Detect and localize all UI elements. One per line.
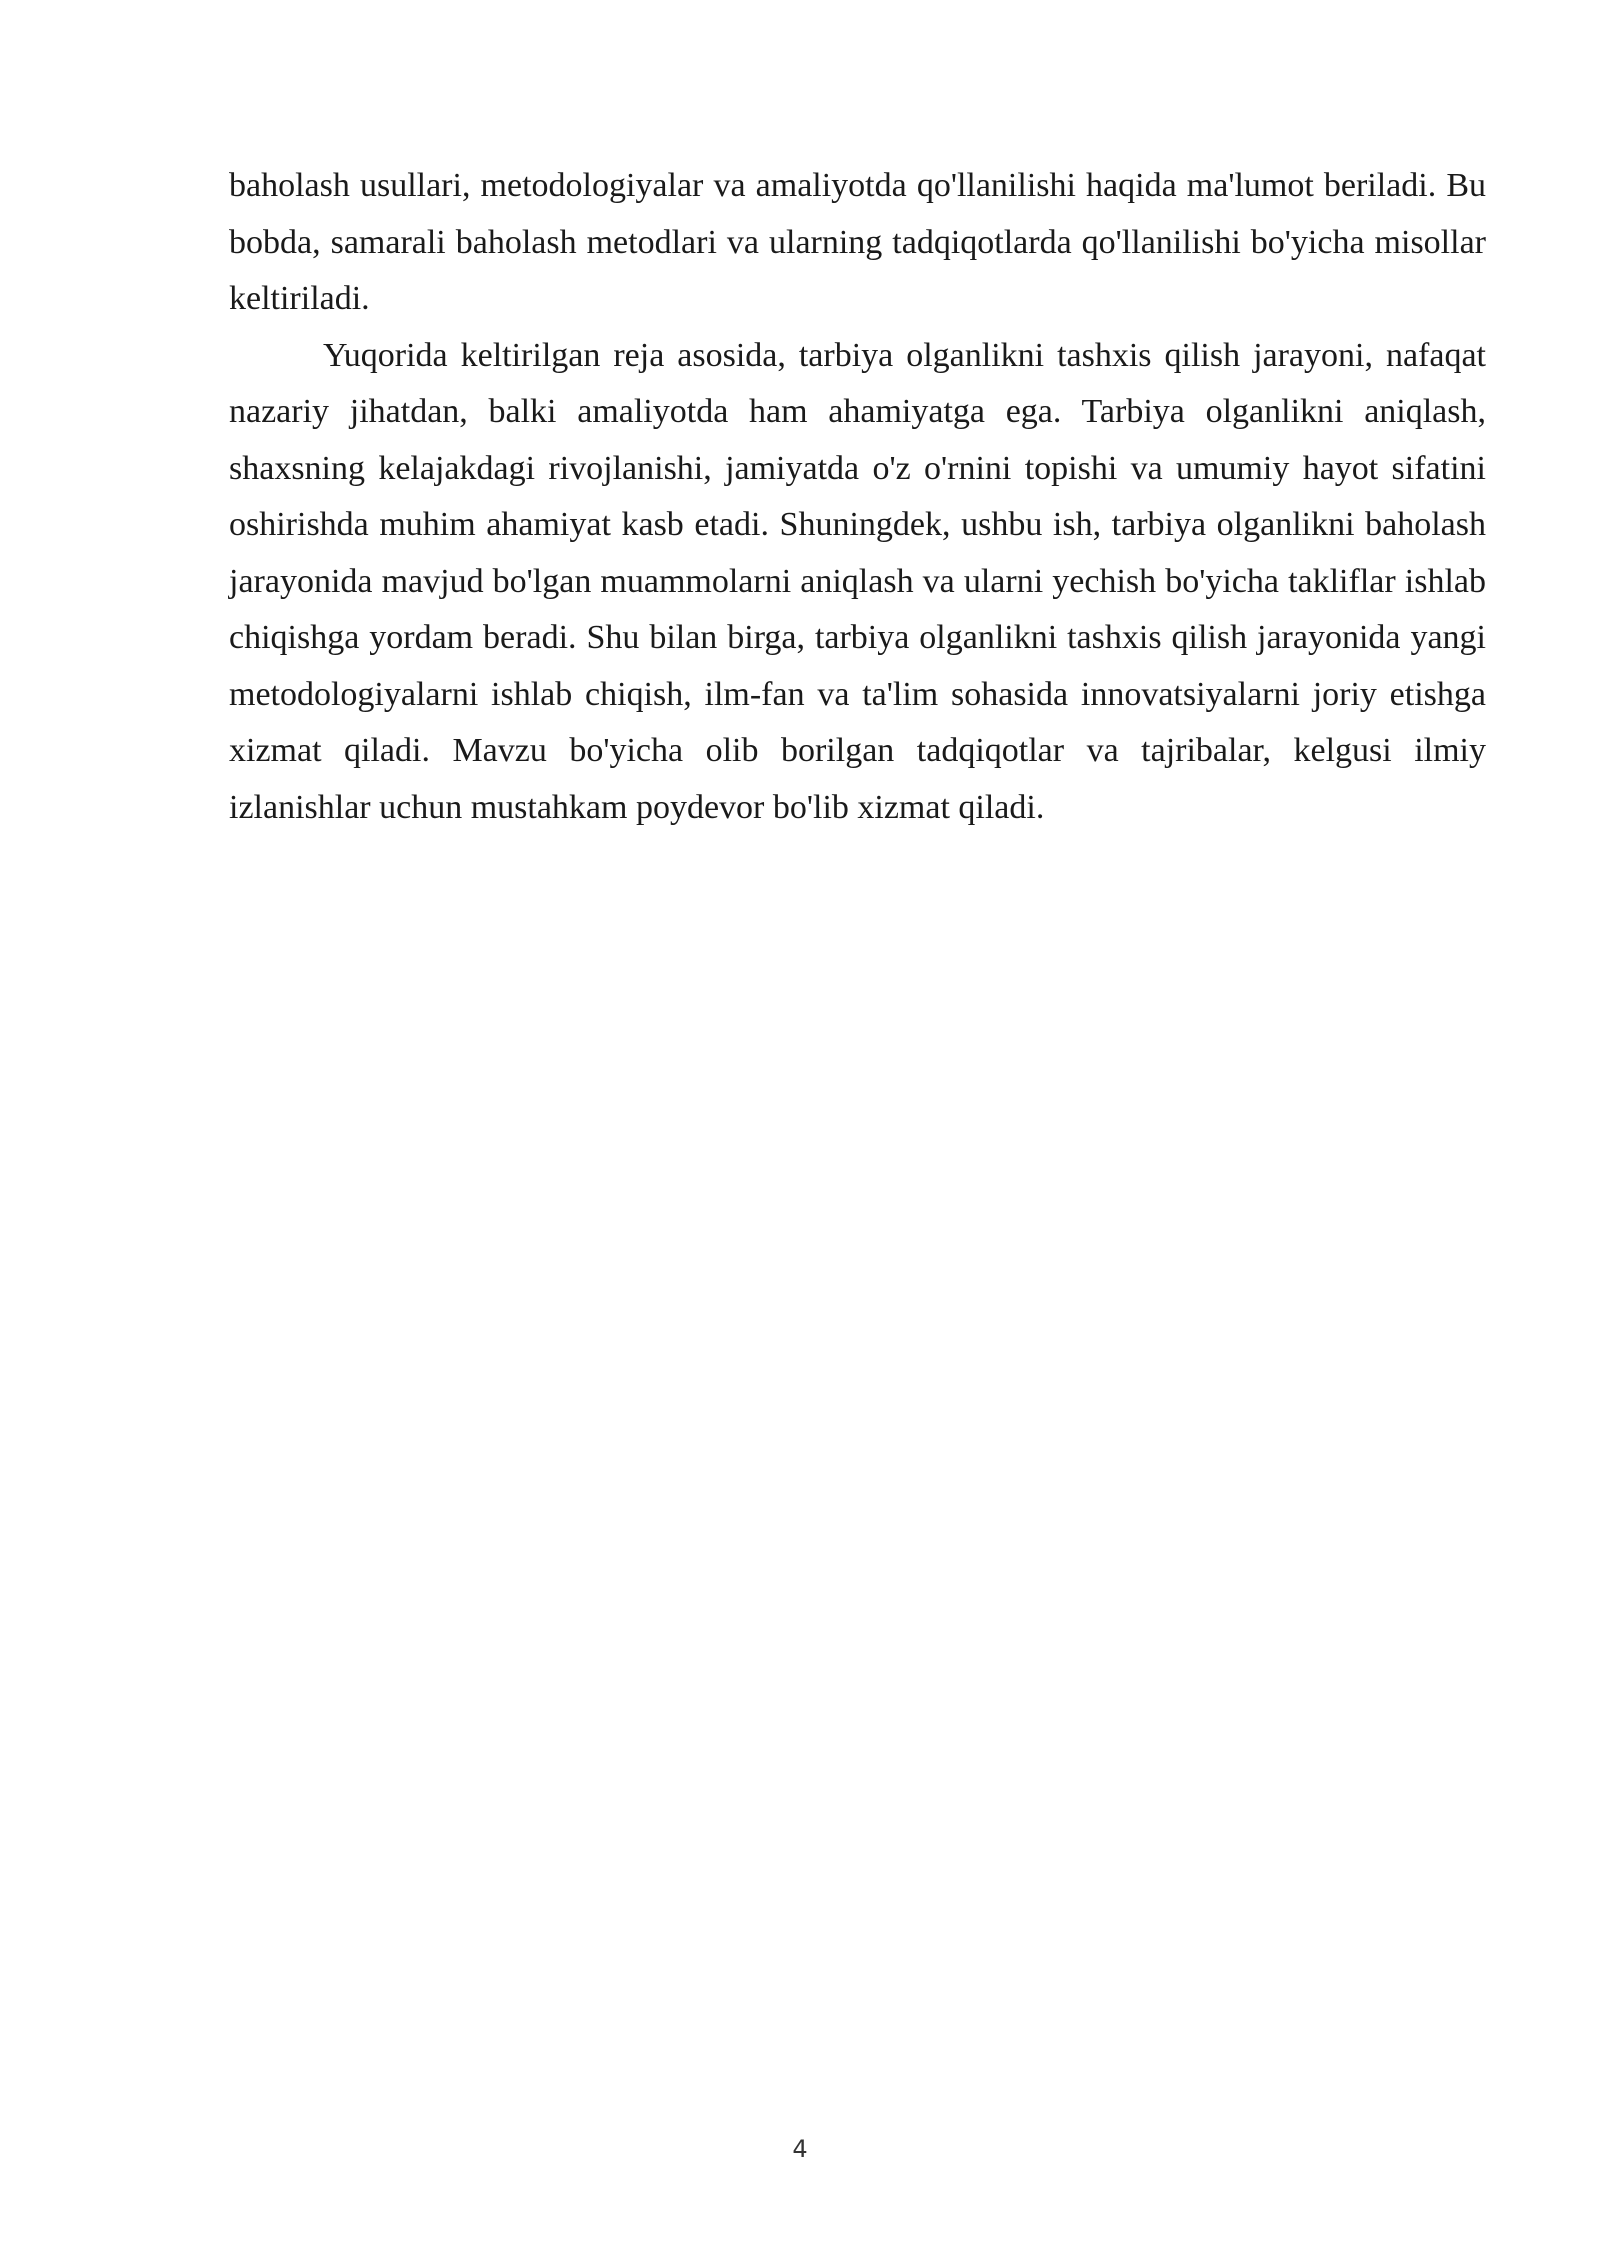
- page-number: 4: [792, 2135, 808, 2163]
- paragraph-continuation: baholash usullari, metodologiyalar va amaliyotda qo'llanilishi haqida ma'lumot beriladi. Bu bobda, samarali baholash metodlari va ularning tadqiqotlarda qo'llanilishi bo'yicha misollar keltiriladi.: [229, 167, 1486, 317]
- paragraph-summary: Yuqorida keltirilgan reja asosida, tarbiya olganlikni tashxis qilish jarayoni, nafaqat nazariy jihatdan, balki amaliyotda ham ahamiyatga ega. Tarbiya olganlikni aniqlash, shaxsning kelajakdagi rivojlanishi, jamiyatda o'z o'rnini topishi va umumiy hayot sifatini oshirishda muhim ahamiyat kasb etadi. Shuningdek, ushbu ish, tarbiya olganlikni baholash jarayonida mavjud bo'lgan muammolarni aniqlash va ularni yechish bo'yicha takliflar ishlab chiqishga yordam beradi. Shu bilan birga, tarbiya olganlikni tashxis qilish jarayonida yangi metodologiyalarni ishlab chiqish, ilm-fan va ta'lim sohasida innovatsiyalarni joriy etishga xizmat qiladi. Mavzu bo'yicha olib borilgan tadqiqotlar va tajribalar, kelgusi ilmiy izlanishlar uchun mustahkam poydevor bo'lib xizmat qiladi.: [229, 336, 1486, 826]
- body-text: [229, 158, 1486, 836]
